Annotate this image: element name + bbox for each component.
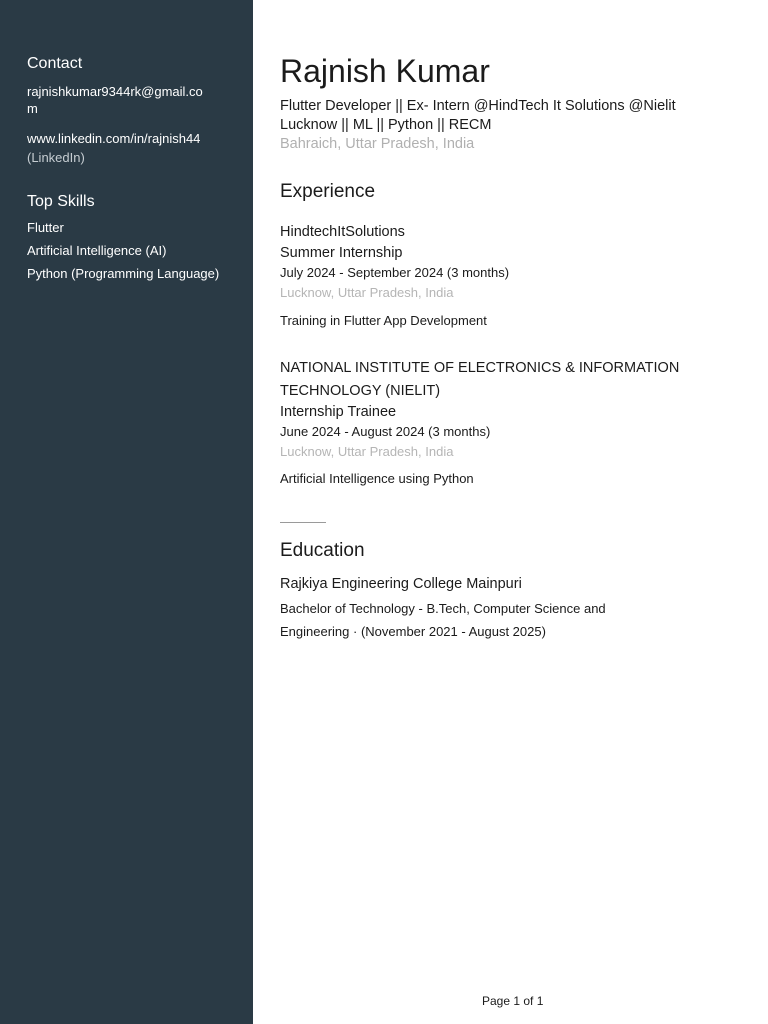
education-degree: Bachelor of Technology - B.Tech, Computer Science and [280, 601, 606, 616]
experience-company: HindtechItSolutions [280, 224, 405, 240]
skill-item: Artificial Intelligence (AI) [27, 243, 167, 258]
email-link-wrap[interactable]: m [27, 101, 38, 116]
education-degree-wrap: Engineering · (November 2021 - August 2025) [280, 624, 546, 639]
experience-dates: July 2024 - September 2024 (3 months) [280, 265, 510, 280]
experience-role: Summer Internship [280, 245, 403, 261]
experience-role: Internship Trainee [280, 404, 397, 420]
education-school: Rajkiya Engineering College Mainpuri [280, 576, 522, 592]
experience-dates: June 2024 - August 2024 (3 months) [280, 424, 491, 439]
profile-location: Bahraich, Uttar Pradesh, India [280, 136, 475, 152]
linkedin-label: (LinkedIn) [27, 150, 85, 165]
headline-line: Lucknow || ML || Python || RECM [280, 117, 492, 133]
experience-location: Lucknow, Uttar Pradesh, India [280, 285, 454, 300]
experience-description: Artificial Intelligence using Python [280, 471, 474, 486]
headline-line: Flutter Developer || Ex- Intern @HindTech It Solutions @Nielit [280, 98, 676, 114]
contact-heading: Contact [27, 55, 83, 72]
education-heading: Education [280, 540, 365, 561]
section-divider [280, 522, 326, 523]
experience-location: Lucknow, Uttar Pradesh, India [280, 444, 454, 459]
skill-item: Flutter [27, 220, 64, 235]
page-number: Page 1 of 1 [482, 994, 544, 1008]
top-skills-heading: Top Skills [27, 193, 95, 210]
linkedin-link[interactable]: www.linkedin.com/in/rajnish44 [27, 131, 201, 146]
sidebar [0, 0, 253, 1024]
skill-item: Python (Programming Language) [27, 266, 220, 281]
experience-company-wrap: TECHNOLOGY (NIELIT) [280, 383, 441, 399]
email-link[interactable]: rajnishkumar9344rk@gmail.co [27, 84, 203, 99]
experience-company: NATIONAL INSTITUTE OF ELECTRONICS & INFORMATION [280, 360, 680, 376]
experience-description: Training in Flutter App Development [280, 313, 487, 328]
experience-heading: Experience [280, 181, 376, 202]
profile-name: Rajnish Kumar [280, 53, 490, 89]
